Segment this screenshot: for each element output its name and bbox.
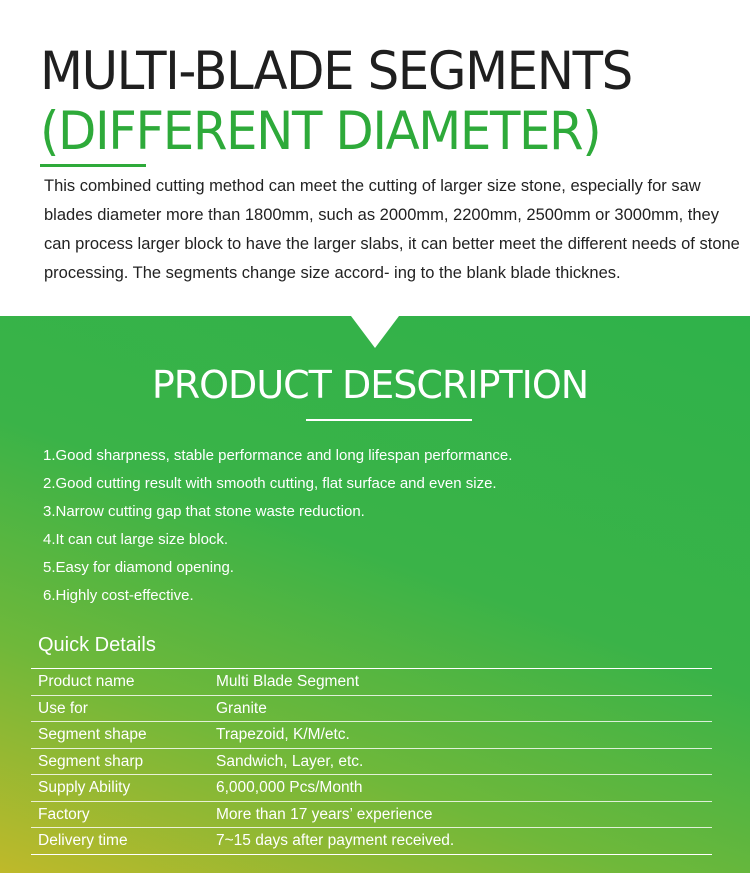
row-value: Trapezoid, K/M/etc. — [216, 726, 350, 743]
row-value: More than 17 years’ experience — [216, 805, 433, 823]
down-arrow-notch-icon — [351, 316, 399, 348]
row-value: Granite — [216, 699, 267, 717]
row-key: Product name — [38, 673, 135, 690]
title-underline — [40, 164, 146, 167]
table-row — [31, 828, 712, 855]
intro-paragraph: This combined cutting method can meet the cutting of larger size stone, especially for saw blades diameter more than 1800mm, such as 2000mm, 2200mm, 2500mm or 3000mm, they can process larger block to have the larger slabs, it can better meet the different needs of stone processing. The segments change size accord- ing to the blank blade thicknes. — [44, 177, 740, 282]
feature-item: 2.Good cutting result with smooth cutting, flat surface and even size. — [43, 475, 497, 492]
row-key: Segment sharp — [38, 752, 144, 770]
intro-section — [0, 0, 750, 316]
table-row — [31, 802, 712, 829]
row-key: Factory — [38, 805, 90, 823]
description-underline — [306, 419, 472, 421]
table-row — [31, 722, 712, 749]
row-value: 7~15 days after payment received. — [216, 832, 455, 849]
description-heading: PRODUCT DESCRIPTION — [151, 363, 589, 407]
feature-item: 6.Highly cost-effective. — [43, 587, 194, 604]
page-subtitle: (DIFFERENT DIAMETER) — [40, 101, 601, 162]
table-row — [31, 669, 712, 696]
table-row — [31, 749, 712, 776]
row-value: Sandwich, Layer, etc. — [216, 752, 364, 770]
quick-details-table — [31, 668, 712, 855]
feature-item: 1.Good sharpness, stable performance and long lifespan performance. — [43, 447, 513, 464]
page-title: MULTI-BLADE SEGMENTS — [40, 41, 632, 102]
quick-details-heading: Quick Details — [38, 634, 156, 656]
table-row — [31, 775, 712, 802]
row-value: 6,000,000 Pcs/Month — [216, 779, 363, 796]
feature-item: 3.Narrow cutting gap that stone waste reduction. — [43, 503, 365, 520]
row-value: Multi Blade Segment — [216, 673, 360, 690]
table-row — [31, 696, 712, 723]
row-key: Segment shape — [38, 726, 147, 743]
row-key: Supply Ability — [38, 779, 131, 796]
row-key: Use for — [38, 699, 88, 717]
row-key: Delivery time — [38, 832, 128, 849]
feature-item: 5.Easy for diamond opening. — [43, 559, 234, 576]
feature-item: 4.It can cut large size block. — [43, 531, 229, 548]
feature-list — [43, 442, 512, 610]
